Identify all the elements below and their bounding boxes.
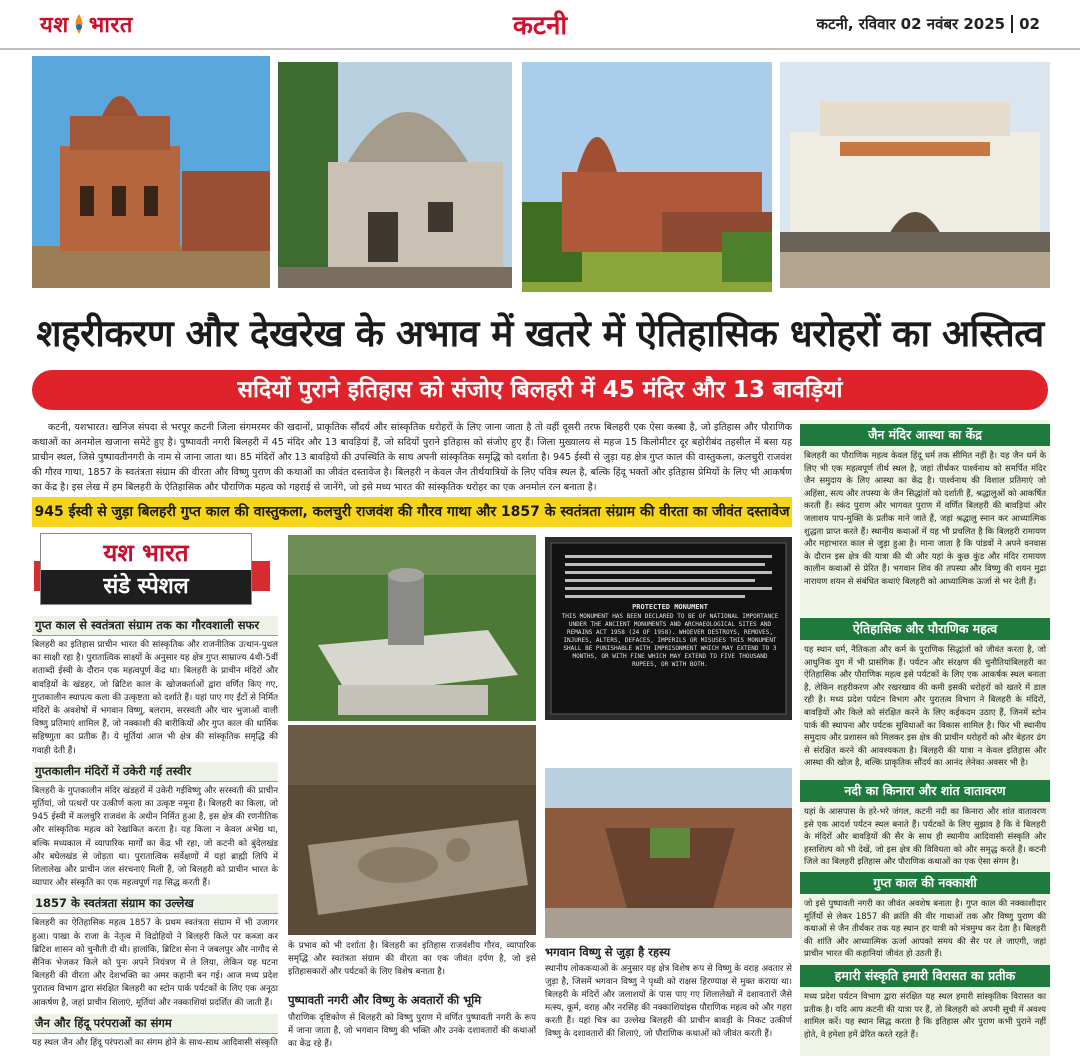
sub-headline-banner: सदियों पुराने इतिहास को संजोए बिलहरी में 45 मंदिर और 13 बावड़ियां: [32, 370, 1048, 410]
plaque-title: PROTECTED MONUMENT: [632, 603, 708, 611]
yellow-highlight-bar: 945 ईस्वी से जुड़ा बिलहरी गुप्त काल की वास्तुकला, कलचुरी राजवंश की गौरव गाथा और 1857 के स्वतंत्रता संग्राम की वीरता का जीवंत दस्तावेज: [32, 497, 792, 527]
article-paragraph: यह स्थान धर्म, नैतिकता और कर्म के पुराणिक सिद्धांतों को जीवंत करता है, जो आधुनिक युग में भी प्रासंगिक हैं। पर्यटन और संरक्षण की चुनौतियांबिलहरी का ऐतिहासिक और पौराणिक महत्व इसे पर्यटकों के लिए एक आकर्षक स्थल बनाता है, लेकिन शहरीकरण और रखरखाव की कमी इसकी धरोहरों को खतरे में डाल रही है। मध्य प्रदेश पर्यटन विभाग और पुरातत्व विभाग ने बिलहरी के मंदिरों, बावड़ियों और किले को संरक्षित करने के लिए कईकदम उठाए हैं, जिनमें स्टोन पार्क की स्थापना और पर्यटक सुविधाओं का विकास शामिल है। फिर भी स्थानीय समुदाय और प्रशासन को मिलकर इस क्षेत्र की प्राचीन धरोहरों को और बेहतर ढंग से संरक्षित करने की आवश्यकता है। बिलहरी की यात्रा न केवल इतिहास और आस्था की खोज है, बल्कि प्राकृतिक सौंदर्य का आनंद लेनेका अवसर भी है।: [804, 644, 1046, 768]
section-heading: भगवान विष्णु से जुड़ा है रहस्य: [545, 945, 671, 959]
main-headline: शहरीकरण और देखरेख के अभाव में खतरे में ऐतिहासिक धरोहरों का अस्तित्व: [36, 311, 1044, 355]
temple-photo-1: [32, 56, 270, 288]
article-paragraph: बिलहरी का ऐतिहासिक महत्व 1857 के प्रथम स्वतंत्रता संग्राम में भी उजागर हुआ। पाखा के राजा के नेतृत्व में विद्रोहियों ने बिलहरी किले पर कब्जा कर ब्रिटिश शासन को चुनौती दी थी। हालांकि, ब्रिटिश सेना ने जबलपुर और नागौद से सैनिक भेजकर किले को पुनः अपने नियंत्रण में ले लिया, लेकिन यह घटना बिलहरी की वीरता और देशभक्ति का अमर कहानी बन गई। आज मध्य प्रदेश पुरातत्व विभाग द्वारा संरक्षित बिलहरी का स्टोन पार्क पर्यटकों के लिए एक अनूठा आकर्षण है, जहां प्राचीन शिलाएं, मूर्तियां और नक्काशियां प्रदर्शित की जाती हैं।: [32, 918, 278, 1008]
section-heading: पुष्पावती नगरी और विष्णु के अवतारों की भूमि: [288, 993, 482, 1007]
shivling-photo: [288, 535, 536, 721]
article-paragraph: मध्य प्रदेश पर्यटन विभाग द्वारा संरक्षित यह स्थल हमारी सांस्कृतिक विरासत का प्रतीक है। यदि आप कटनी की यात्रा पर हैं, तो बिलहरी को अपनी सूची में अवश्य शामिल करें। यह स्थान सिद्ध करता है कि इतिहास और पुराण कभी पुराने नहीं होते, वे हमेशा हमें प्रेरित करते रहते हैं।: [804, 991, 1046, 1039]
special-label: संडे स्पेशल: [41, 570, 251, 604]
article-paragraph: बिलहरी के गुप्तकालीन मंदिर खंडहरों में उकेरी गईविष्णु और सरस्वती की प्राचीन मूर्तियां, जो पत्थरों पर उत्कीर्ण कला का उत्कृष्ट नमूना हैं। बिलहरी का किला, जो 945 ईस्वी में कलचुरि राजवंश के अधीन निर्मित हुआ है, इस क्षेत्र की रणनीतिक और सांस्कृतिक महत्व को रेखांकित करता है। यह किला न केवल अभेद्य था, बल्कि मध्यकाल में व्यापारिक मार्गों का केंद्र भी रहा, जो कटनी को बुंदेलखंड और बघेलखंड से जोड़ता था। पुरातात्विक सर्वेक्षणों में यहां ब्राह्मी लिपि में शिलालेख और प्राचीन जल संरचनाएं मिली हैं, जो बिलहरी को प्राचीन भारत के व्यापार और संस्कृति का एक महत्वपूर्ण गढ़ सिद्ध करती हैं।: [32, 785, 278, 889]
intro-text: कटनी, यशभारत। खनिज संपदा से भरपूर कटनी जिला संगमरमर की खदानों, प्राकृतिक सौंदर्य और सांस्कृतिक धरोहरों के लिए जाना जाता है तो वहीं दूसरी तरफ बिलहरी एक ऐसा कस्बा है, जो इतिहास और पौराणिक कथाओं का अनमोल खजाना समेटे हुए है। पुष्पावती नगरी बिलहरी में 45 मंदिर और 13 बावड़ियां हैं, जो सदियों पुराने इतिहास को संजोए हुए हैं। जिला मुख्यालय से महज 15 किलोमीटर दूर बहोरीबंद तहसील में बसा यह प्राचीन स्थल, जिसे पुष्पावतीनगरी के नाम से जाना जाता था। 85 मंदिरों और 13 बावड़ियों की उपस्थिति के साथ अपनी सांस्कृतिक समृद्धि को दर्शाता है। 945 ईस्वी से जुड़ा यह क्षेत्र गुप्त काल की वास्तुकला, कलचुरी राजवंश की गौरव गाथा, 1857 के स्वतंत्रता संग्राम की वीरता और विष्णु पुराण की कथाओं का जीवंत दस्तावेज है। बिलहरी न केवल जैन तीर्थयात्रियों के लिए पवित्र स्थल है, बल्कि हिंदू भक्तों और इतिहास प्रेमियों के लिए भी आकर्षण का केंद्र है। इस लेख में हम बिलहरी के ऐतिहासिक और पौराणिक महत्व को गहराई से जानेंगे, जो इसे मध्य भारत की सांस्कृतिक धरोहर का एक अनमोल रत्न बनाता है।: [32, 422, 792, 493]
intro-paragraph: [32, 420, 792, 495]
stepwell-photo: [545, 768, 792, 938]
special-logo: यश भारत: [41, 534, 251, 570]
logo-text-right: भारत: [88, 13, 133, 38]
article-paragraph: यहां के आसपास के हरे-भरे जंगल, कटनी नदी का किनारा और शांत वातावरण इसे एक आदर्श पर्यटन स्थल बनाते हैं। पर्यटकों के लिए सुझाव है कि वे बिलहरी के मंदिरों और बावड़ियों की सैर के साथ ही स्थानीय आदिवासी संस्कृति और हस्तशिल्प को भी देखें, जो इस क्षेत्र की विविधता को और समृद्ध करते हैं। कटनी जिले का बिलहरी इतिहास और पौराणिक कथाओं का एक ऐसा संगम है।: [804, 806, 1046, 867]
vishnu-sculpture-photo: [288, 725, 536, 935]
plaque-text-block: [560, 603, 780, 669]
center-paragraph-1: के प्रभाव को भी दर्शाता है। बिलहरी का इतिहास राजवंशीय गौरव, व्यापारिक समृद्धि और स्वतंत्रता संग्राम की वीरता का एक जीवंत दर्पण है, जो इसे इतिहासकारों और पर्यटकों के लिए विशेष बनाता है।: [288, 941, 536, 977]
date-text: कटनी, रविवार 02 नवंबर 2025: [816, 15, 1006, 33]
section-heading: नदी का किनारा और शांत वातावरण: [800, 780, 1050, 802]
dateline: [817, 14, 1040, 34]
section-heading: गुप्तकालीन मंदिरों में उकेरी गई तस्वीर: [32, 762, 278, 782]
masthead: [0, 0, 1080, 50]
left-column: [32, 612, 278, 1052]
section-heading: जैन मंदिर आस्था का केंद्र: [800, 424, 1050, 446]
page-number: 02: [1011, 15, 1040, 33]
section-heading: ऐतिहासिक और पौराणिक महत्व: [800, 618, 1050, 640]
article-paragraph: बिलहरी का पौराणिक महत्व केवल हिंदू धर्म तक सीमित नहीं है। यह जैन धर्म के लिए भी एक महत्वपूर्ण तीर्थ स्थल है, जहां तीर्थंकर पार्श्वनाथ को समर्पित मंदिर जैन समुदाय के लिए आस्था का केंद्र है। पार्श्वनाथ की विशाल प्रतिमाएं जो अहिंसा, सत्य और तपस्या के जैन सिद्धांतों को दर्शाती हैं, श्रद्धालुओं को आकर्षित करती हैं। स्कंद पुराण और भागवत पुराण में वर्णित बिलहरी की बावड़ियां और जलाशय पाप-मुक्ति के प्रतीक माने जाते हैं, जहां श्रद्धालु स्नान कर आध्यात्मिक शुद्धता प्राप्त करते हैं। स्थानीय कथाओं में यह भी प्रचलित है कि बिलहरी रामायण और महाभारत काल से जुड़ा हुआ है। माना जाता है कि पांडवों ने अपने वनवास के दौरान इस क्षेत्र की यात्रा की थी और यहां के कुछ कुंड और मंदिर रामायण कालीन कथाओं से प्रेरित हैं। भगवान शिव की तपस्या और विष्णु की शयन मुद्रा नारायण शयन से संबंधित कथाएं बिलहरी को आध्यात्मिक ऊर्जा से भर देती हैं।: [804, 450, 1046, 586]
gate-photo: [780, 62, 1050, 288]
section-heading: जैन और हिंदू परंपराओं का संगम: [32, 1014, 278, 1034]
center-paragraph-2: पौराणिक दृष्टिकोण से बिलहरी को विष्णु पुराण में वर्णित पुष्पावती नगरी के रूप में जाना जाता है, जो भगवान विष्णु की भक्ति और उनके दशावतारों की कथाओं का केंद्र रहे हैं।: [288, 1013, 536, 1049]
section-heading: 1857 के स्वतंत्रता संग्राम का उल्लेख: [32, 894, 278, 914]
edition-name: कटनी: [512, 11, 568, 41]
article-paragraph: बिलहरी का इतिहास प्राचीन भारत की सांस्कृतिक और राजनीतिक उत्थान-पुथल का साक्षी रहा है। पुरातात्विक साक्ष्यों के अनुसार यह क्षेत्र गुप्त साम्राज्य 4थी-5वीं शताब्दी ईस्वी के दौरान एक महत्वपूर्ण केंद्र था। बिलहरी के प्राचीन मंदिरों और बावड़ियों के खंडहर, जो ब्रिटिश काल के खोजकर्ताओं द्वारा वर्णित किए गए, गुप्तकालीन स्थापत्य कला की उत्कृष्टता को दर्शाते हैं। यहां पाए गए ईंटों से निर्मित मंदिरों के अवशेषों में भगवान विष्णु, बलराम, सरस्वती और चार भुजाओं वाली विष्णु प्रतिमाएं शामिल हैं, जो नक्काशी की बारीकियों और गुप्त काल की धार्मिक सहिष्णुता का प्रतीक हैं। ये मूर्तियां आज भी क्षेत्र की सांस्कृतिक समृद्धि की गवाही देती हैं।: [32, 640, 278, 756]
temple-photo-2: [278, 62, 512, 288]
logo-text-left: यश: [40, 13, 69, 38]
article-paragraph: जो इसे पुष्पावती नगरी का जीवंत अवशेष बनाता है। गुप्त काल की नक्काशीदार मूर्तियों से लेकर 1857 की क्रांति की वीर गाथाओं तक और विष्णु पुराण की कथाओं से जैन तीर्थंकर तक यह स्थान हर यात्री को मंत्रमुग्ध कर देता है। बिलहरी की शांति और आध्यात्मिक ऊर्जा आपको समय की सैर पर ले जाएगी, जहां प्राचीन भारत की कहानियां जीवंत हो उठती हैं।: [804, 898, 1046, 959]
sunday-special-box: [40, 533, 252, 605]
temple-photo-3: [522, 62, 772, 292]
article-paragraph: यह स्थल जैन और हिंदू परंपराओं का संगम होने के साथ-साथ आदिवासी संस्कृति: [32, 1037, 278, 1048]
center-paragraph-3: स्थानीय लोककथाओं के अनुसार यह क्षेत्र विशेष रूप से विष्णु के वराह अवतार से जुड़ा है, जिसमें भगवान विष्णु ने पृथ्वी को राक्षस हिरण्याक्ष से मुक्त कराया था। बिलहरी के मंदिरों और जलाशयों के पास पाए गए शिलालेखों में दशावतारों जैसे मत्स्य, कूर्म, वराह और नरसिंह की नक्काशियांइस पौराणिक महत्व को और गहरा करती हैं। यहां चित्र का उल्लेख बिलहरी की प्राचीन बावड़ी के निकट उत्कीर्ण विष्णु के दशावतारों की शिलाएं, जो पौराणिक कथाओं को जीवंत करती हैं।: [545, 964, 792, 1039]
section-heading: गुप्त काल से स्वतंत्रता संग्राम तक का गौरवशाली सफर: [32, 616, 278, 636]
section-heading: हमारी संस्कृति हमारी विरासत का प्रतीक: [800, 965, 1050, 987]
section-heading: गुप्त काल की नक्काशी: [800, 872, 1050, 894]
plaque-body: THIS MONUMENT HAS BEEN DECLARED TO BE OF NATIONAL IMPORTANCE UNDER THE ANCIENT MONUMENTS AND ARCHAEOLOGICAL SITES AND REMAINS ACT 1958 (24 OF 1958). WHOEVER DESTROYS, REMOVES, INJURES, ALTERS, DEFACES, IMPERILS OR MISUSES THIS MONUMENT SHALL BE PUNISHABLE WITH IMPRISONMENT WHICH MAY EXTEND TO 3 MONTHS, OR WITH FINE WHICH MAY EXTEND TO FIVE THOUSAND RUPEES, OR WITH BOTH.: [561, 613, 779, 668]
